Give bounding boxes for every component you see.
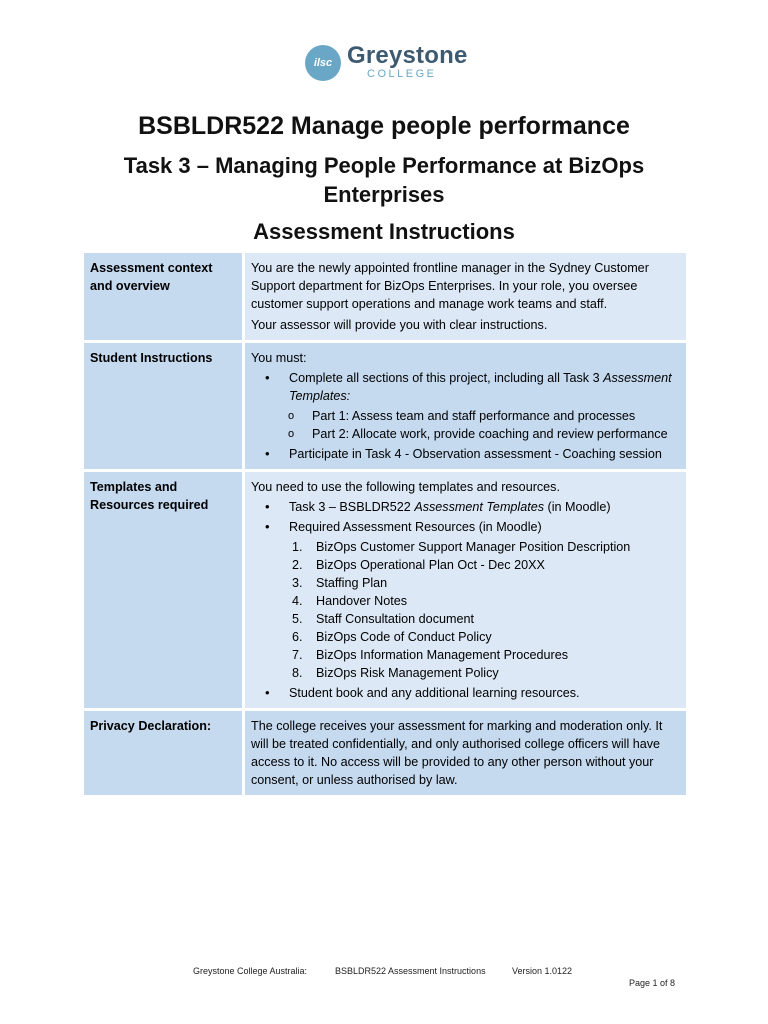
logo-subtitle: COLLEGE bbox=[367, 68, 437, 80]
resource-number: 4. bbox=[292, 594, 303, 608]
resource-number: 5. bbox=[292, 612, 303, 626]
list-item-text: Complete all sections of this project, including all Task 3 bbox=[289, 371, 604, 385]
resource-number: 2. bbox=[292, 558, 303, 572]
resource-number: 3. bbox=[292, 576, 303, 590]
sub-list-item: o Part 1: Assess team and staff performance and processes bbox=[310, 407, 680, 425]
resource-item bbox=[292, 556, 680, 574]
footer-version: Version 1.0122 bbox=[512, 966, 573, 976]
footer-org: Greystone College Australia: bbox=[193, 966, 308, 976]
resource-number: 8. bbox=[292, 666, 303, 680]
context-paragraph: You are the newly appointed frontline manager in the Sydney Customer Support department for BizOps Enterprises. In your role, you oversee customer support operations and manage work teams and staff. bbox=[251, 261, 649, 311]
list-item bbox=[265, 498, 680, 516]
templates-list bbox=[251, 498, 680, 702]
row-content bbox=[245, 343, 686, 469]
instructions-intro: You must: bbox=[251, 351, 307, 365]
list-item-emphasis: Assessment Templates: bbox=[289, 371, 672, 403]
task-title: Task 3 – Managing People Performance at BizOps Enterprises bbox=[123, 153, 645, 207]
list-item-emphasis: Assessment Templates bbox=[414, 500, 545, 514]
resource-text: Handover Notes bbox=[316, 594, 408, 608]
resource-item bbox=[292, 646, 680, 664]
resource-number: 6. bbox=[292, 630, 303, 644]
list-item: • Participate in Task 4 - Observation assessment - Coaching session bbox=[265, 445, 680, 463]
row-content bbox=[245, 472, 686, 708]
resource-item bbox=[292, 574, 680, 592]
context-paragraph: Your assessor will provide you with clear instructions. bbox=[251, 318, 548, 332]
table-row-privacy bbox=[84, 711, 686, 795]
resource-item bbox=[292, 592, 680, 610]
section-title: Assessment Instructions bbox=[253, 219, 515, 244]
resource-text: Staff Consultation document bbox=[316, 612, 474, 626]
course-title: BSBLDR522 Manage people performance bbox=[138, 112, 630, 140]
table-row-instructions bbox=[84, 343, 686, 469]
instructions-list bbox=[251, 369, 680, 463]
table-row-templates bbox=[84, 472, 686, 708]
table-row-context bbox=[84, 253, 686, 340]
row-label: Student Instructions bbox=[84, 343, 245, 469]
resource-number: 1. bbox=[292, 540, 303, 554]
row-content bbox=[245, 253, 686, 340]
resource-item bbox=[292, 538, 680, 556]
templates-intro: You need to use the following templates and resources. bbox=[251, 480, 560, 494]
row-content bbox=[245, 711, 686, 795]
resource-item bbox=[292, 628, 680, 646]
college-logo bbox=[305, 44, 470, 84]
row-label: Privacy Declaration: bbox=[84, 711, 245, 795]
resource-text: BizOps Customer Support Manager Position Description bbox=[316, 540, 631, 554]
list-item bbox=[265, 369, 680, 443]
list-item: • Student book and any additional learning resources. bbox=[265, 684, 680, 702]
logo-name: Greystone bbox=[347, 42, 468, 69]
resource-item bbox=[292, 664, 680, 682]
footer-doc-title: BSBLDR522 Assessment Instructions bbox=[335, 966, 486, 976]
resource-text: BizOps Operational Plan Oct - Dec 20XX bbox=[316, 558, 545, 572]
list-item-text: Task 3 – BSBLDR522 bbox=[289, 500, 415, 514]
sub-list bbox=[289, 407, 680, 443]
list-item-text: (in Moodle) bbox=[544, 500, 611, 514]
resource-text: BizOps Information Management Procedures bbox=[316, 648, 568, 662]
footer-page-number: Page 1 of 8 bbox=[629, 978, 676, 988]
resource-number: 7. bbox=[292, 648, 303, 662]
row-label: Templates and Resources required bbox=[84, 472, 245, 708]
list-item-text: Required Assessment Resources (in Moodle) bbox=[289, 520, 542, 534]
logo-badge: ilsc bbox=[305, 45, 341, 81]
resource-text: BizOps Risk Management Policy bbox=[316, 666, 499, 680]
list-item bbox=[265, 518, 680, 682]
resource-item bbox=[292, 610, 680, 628]
privacy-text: The college receives your assessment for marking and moderation only. It will be treated confidentially, and only authorised college officers will have access to it. No access will be provided to any other person without your consent, or unless authorised by law. bbox=[251, 719, 663, 787]
row-label: Assessment context and overview bbox=[84, 253, 245, 340]
sub-list-item: o Part 2: Allocate work, provide coaching and review performance bbox=[310, 425, 680, 443]
assessment-instructions-table bbox=[84, 250, 686, 798]
resources-list bbox=[289, 538, 680, 682]
resource-text: BizOps Code of Conduct Policy bbox=[316, 630, 492, 644]
resource-text: Staffing Plan bbox=[316, 576, 388, 590]
